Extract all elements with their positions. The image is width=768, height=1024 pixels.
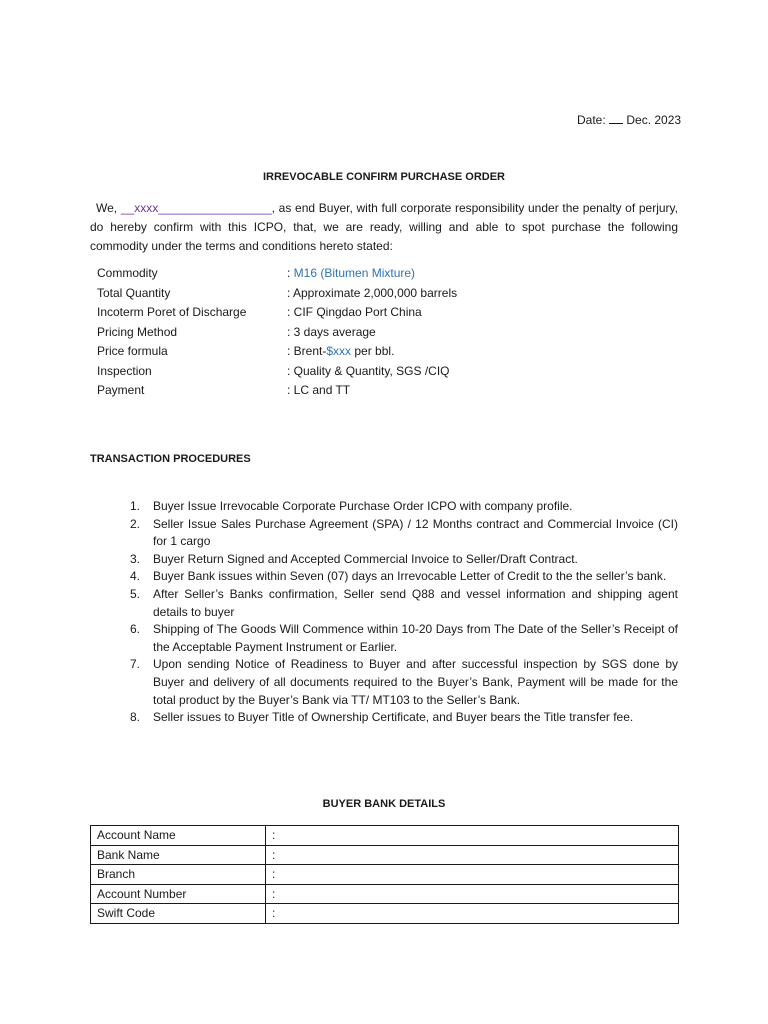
procedure-item <box>130 656 678 709</box>
term-label: Price formula <box>97 344 168 358</box>
procedure-text: After Seller’s Banks confirmation, Seller send Q88 and vessel information and shipping agent details to buyer <box>153 586 678 619</box>
procedure-item <box>130 568 678 586</box>
placeholder-lead: __ <box>120 201 135 215</box>
bank-field-value: : <box>266 845 679 865</box>
term-value <box>287 305 422 325</box>
term-value <box>287 344 394 364</box>
procedure-number: 4. <box>130 569 141 584</box>
term-value-text: : CIF Qingdao Port China <box>287 305 422 319</box>
bank-field-value: : <box>266 904 679 924</box>
intro-paragraph <box>90 199 678 256</box>
procedures-list <box>130 498 678 727</box>
term-row <box>97 305 457 325</box>
term-row <box>97 344 457 364</box>
bank-field-value: : <box>266 884 679 904</box>
procedure-text: Buyer Return Signed and Accepted Commercial Invoice to Seller/Draft Contract. <box>153 551 578 566</box>
date-prefix: Date: <box>577 113 606 127</box>
term-value <box>287 325 376 345</box>
term-value-text: : Brent- <box>287 344 327 358</box>
placeholder-text: xxxx <box>134 201 159 215</box>
term-row <box>97 383 457 403</box>
term-value <box>287 266 415 286</box>
buyer-name-placeholder <box>121 201 272 215</box>
date-line <box>577 113 681 127</box>
term-label: Payment <box>97 383 145 397</box>
term-value <box>287 286 457 306</box>
bank-row <box>91 826 679 846</box>
bank-details-table <box>90 825 679 924</box>
procedure-number: 2. <box>130 516 141 531</box>
bank-field-label: Branch <box>91 865 266 885</box>
procedure-item <box>130 498 678 516</box>
term-value-text: : Approximate 2,000,000 barrels <box>287 285 458 300</box>
bank-field-label: Account Number <box>91 884 266 904</box>
term-value-highlight: $xxx <box>326 344 352 358</box>
procedure-number: 1. <box>130 499 141 513</box>
procedure-number: 6. <box>130 622 141 637</box>
procedure-text: Buyer Issue Irrevocable Corporate Purchase Order ICPO with company profile. <box>153 499 573 513</box>
bank-row <box>91 865 679 885</box>
term-value-text: : <box>287 266 294 280</box>
date-month-year: Dec. 2023 <box>626 113 682 127</box>
bank-field-label: Account Name <box>91 826 266 846</box>
bank-row <box>91 904 679 924</box>
bank-field-label: Swift Code <box>91 904 266 924</box>
bank-field-label: Bank Name <box>91 845 266 865</box>
term-row <box>97 325 457 345</box>
procedure-text: Seller issues to Buyer Title of Ownership Certificate, and Buyer bears the Title transfer fee. <box>153 710 634 725</box>
term-label: Pricing Method <box>97 324 178 339</box>
bank-row <box>91 845 679 865</box>
procedure-number: 5. <box>130 586 141 601</box>
term-row <box>97 266 457 286</box>
placeholder-trail: _________________ <box>158 201 272 215</box>
procedure-text: Seller Issue Sales Purchase Agreement (SPA) / 12 Months contract and Commercial Invoice (CI) for 1 cargo <box>153 516 678 549</box>
bank-field-value: : <box>266 865 679 885</box>
intro-we: We, <box>96 201 118 215</box>
procedure-number: 7. <box>130 657 141 672</box>
procedure-number: 8. <box>130 710 141 725</box>
term-value <box>287 383 350 403</box>
term-row <box>97 364 457 384</box>
procedure-item <box>130 551 678 569</box>
term-value-text: : 3 days average <box>287 324 376 339</box>
term-label: Total Quantity <box>97 285 171 300</box>
term-value-after: per bbl. <box>351 344 395 358</box>
date-day-blank <box>609 113 623 124</box>
term-value <box>287 364 450 384</box>
document-title: IRREVOCABLE CONFIRM PURCHASE ORDER <box>262 171 505 183</box>
procedure-text: Buyer Bank issues within Seven (07) days an Irrevocable Letter of Credit to the the seller’s bank. <box>153 569 667 584</box>
procedure-item <box>130 709 678 727</box>
procedure-item <box>130 516 678 551</box>
transaction-procedures-title: TRANSACTION PROCEDURES <box>90 453 251 465</box>
term-value-highlight: M16 (Bitumen Mixture) <box>293 266 416 280</box>
term-value-text: : LC and TT <box>287 383 351 397</box>
terms-list <box>97 266 457 403</box>
bank-field-value: : <box>266 826 679 846</box>
term-label: Incoterm Poret of Discharge <box>97 305 247 319</box>
procedure-text: Upon sending Notice of Readiness to Buyer and after successful inspection by SGS done by Buyer and delivery of all documents required to the Buyer’s Bank, Payment will be made for the total product by the Buyer’s Bank via TT/ MT103 to the Seller’s Bank. <box>153 657 678 707</box>
buyer-bank-details-title: BUYER BANK DETAILS <box>322 798 446 810</box>
procedure-number: 3. <box>130 551 141 566</box>
intro-body: , as end Buyer, with full corporate responsibility under the penalty of perjury, do hereby confirm with this ICPO, that, we are ready, willing and able to spot purchase the following commodity under the terms and conditions hereto stated: <box>90 201 678 253</box>
procedure-item <box>130 621 678 656</box>
term-value-text: : Quality & Quantity, SGS /CIQ <box>287 363 450 378</box>
bank-row <box>91 884 679 904</box>
procedure-item <box>130 586 678 621</box>
term-label: Commodity <box>97 266 158 280</box>
term-row <box>97 286 457 306</box>
procedure-text: Shipping of The Goods Will Commence within 10-20 Days from The Date of the Seller’s Receipt of the Acceptable Payment Instrument or Earlier. <box>153 622 678 654</box>
term-label: Inspection <box>97 363 152 378</box>
